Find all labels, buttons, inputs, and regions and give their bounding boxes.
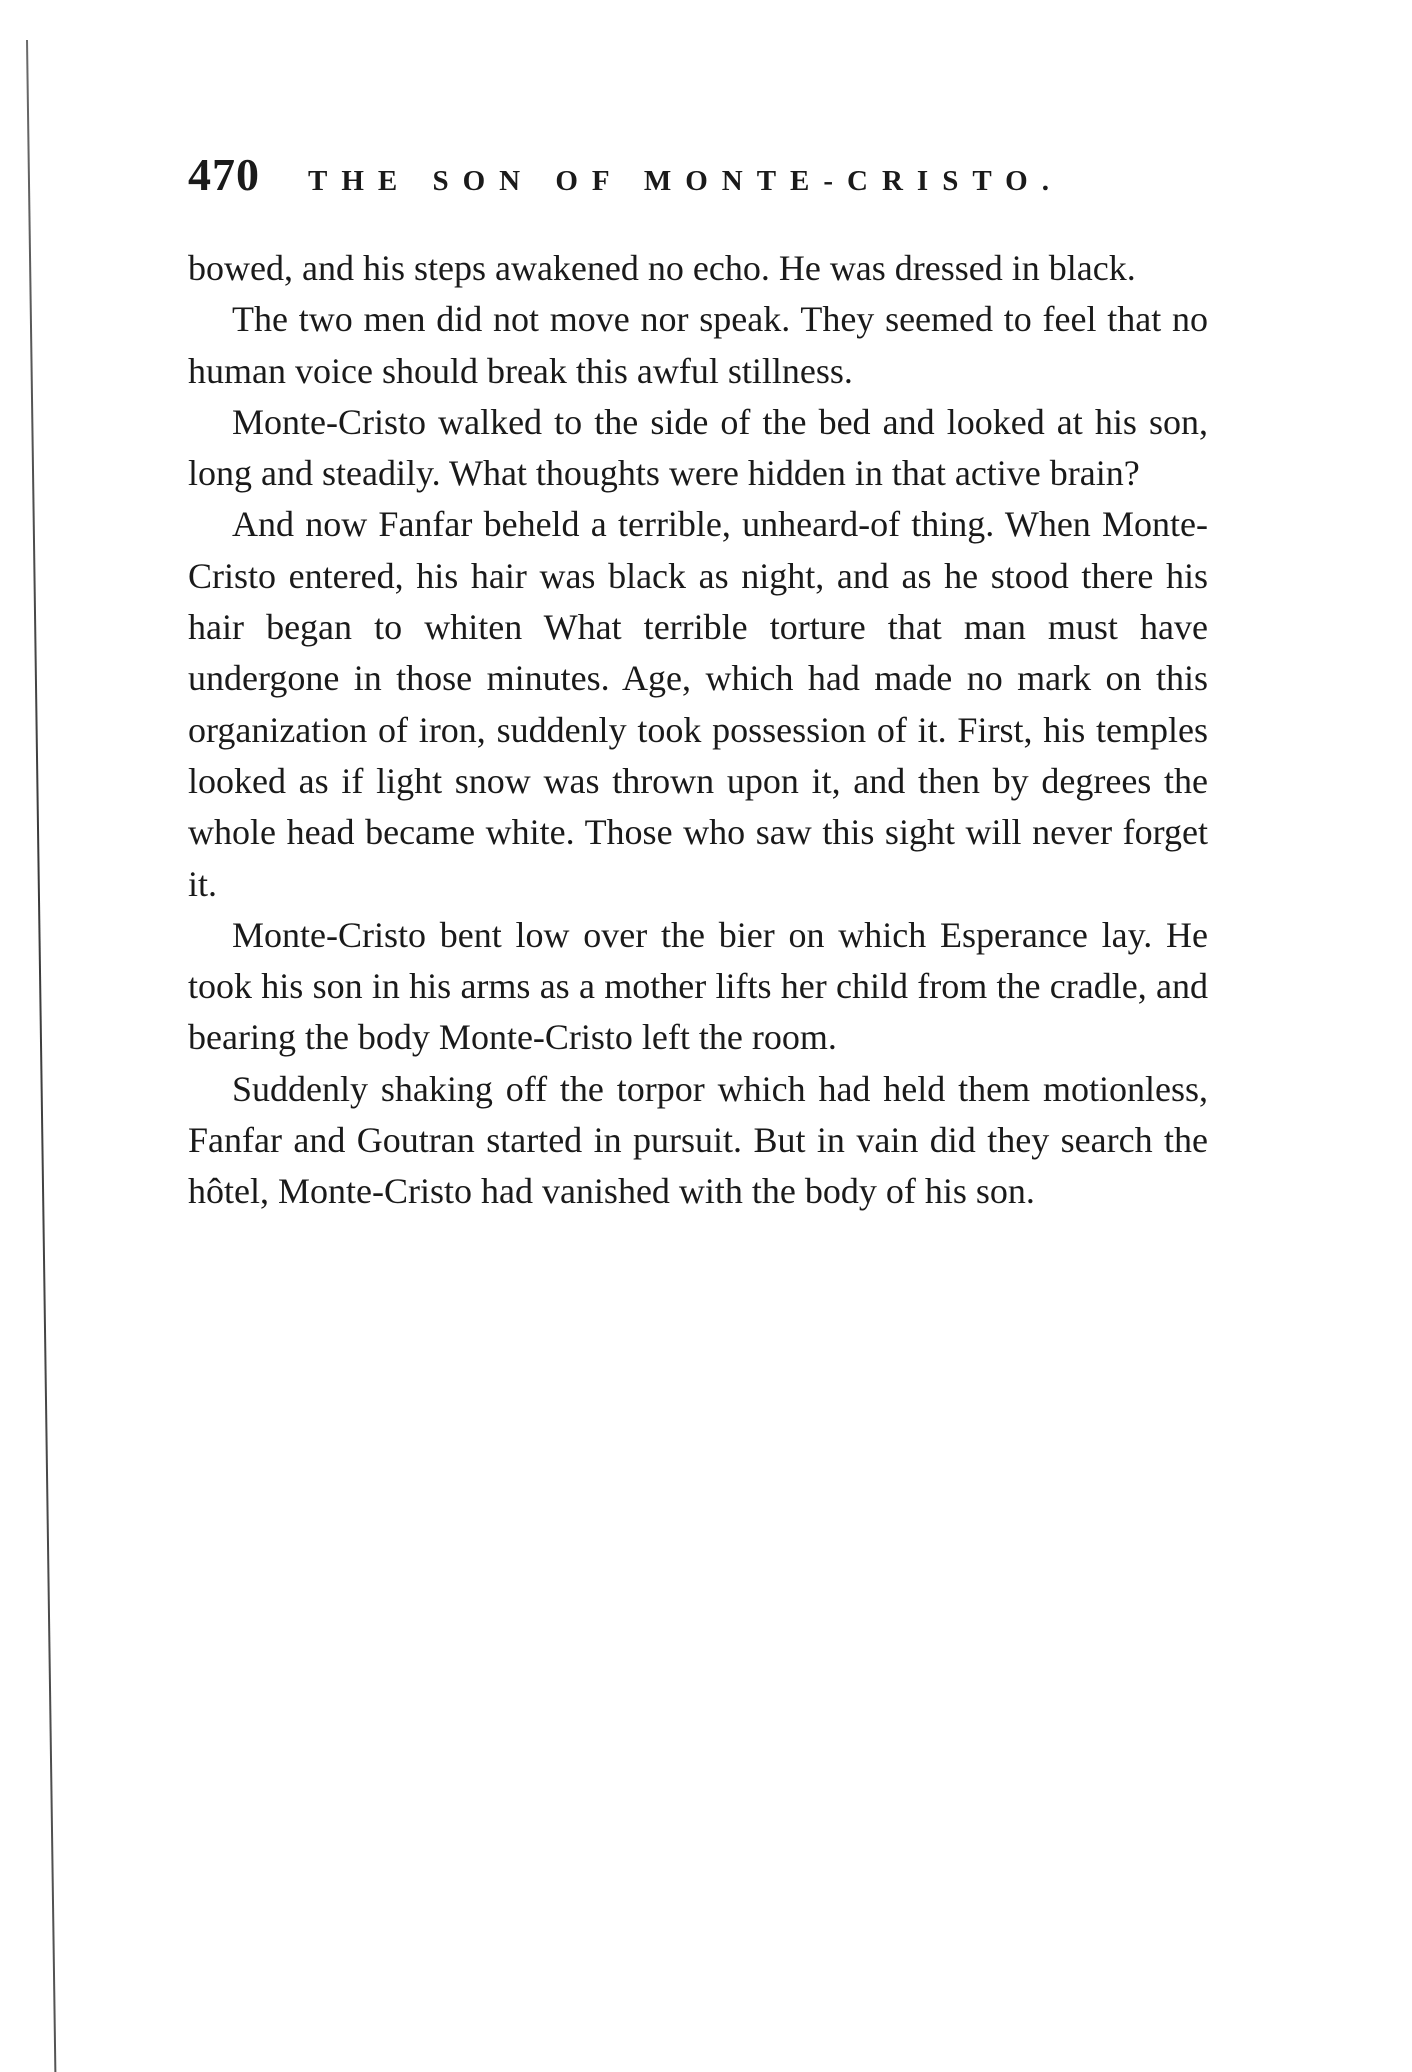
page-margin-rule <box>26 40 56 2072</box>
paragraph: Monte-Cristo bent low over the bier on which Esperance lay. He took his son in his arms as a mother lifts her child from the cradle, and bearing the body Monte-Cristo left the room. <box>188 914 1208 1058</box>
paragraph: And now Fanfar beheld a terrible, unheard-of thing. When Monte-Cristo entered, his hair was black as night, and as he stood there his hair began to whiten What terrible torture that man must have undergone in those minutes. Age, which had made no mark on this organization of iron, suddenly took possession of it. First, his temples looked as if light snow was thrown upon it, and then by degrees the whole head became white. Those who saw this sight will never forget it. <box>188 504 1208 904</box>
running-title: THE SON OF MONTE-CRISTO. <box>308 165 1063 197</box>
page-header <box>188 148 1218 208</box>
paragraph: Monte-Cristo walked to the side of the bed and looked at his son, long and steadily. What thoughts were hidden in that active brain? <box>188 401 1208 494</box>
paragraph: The two men did not move nor speak. They seemed to feel that no human voice should break this awful stillness. <box>188 299 1208 391</box>
page-number: 470 <box>188 149 260 200</box>
paragraph: Suddenly shaking off the torpor which had held them motionless, Fanfar and Goutran started in pursuit. But in vain did they search the hôtel, Monte-Cristo had vanished with the body of his son. <box>188 1068 1208 1212</box>
paragraph-continuation: bowed, and his steps awakened no echo. He was dressed in black. <box>188 248 1136 288</box>
body-text <box>188 243 1208 1218</box>
